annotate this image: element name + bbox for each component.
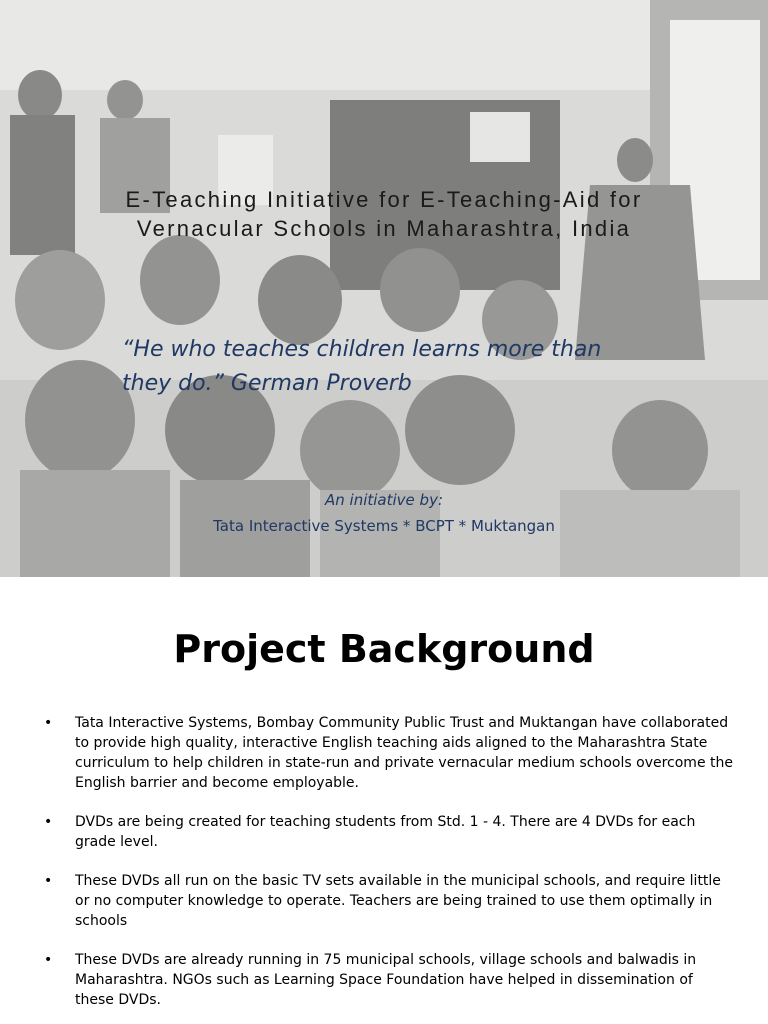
slide-title-line-2: Vernacular Schools in Maharashtra, India <box>136 216 632 241</box>
slide-title <box>40 185 728 243</box>
proverb-quote <box>122 333 682 401</box>
project-background-slide <box>0 577 768 1024</box>
quote-line-2: they do.” German Proverb <box>122 371 412 396</box>
bullet-item <box>44 950 734 1010</box>
initiative-orgs: Tata Interactive Systems * BCPT * Muktangan <box>213 517 555 535</box>
initiative-credit <box>0 489 768 538</box>
bullet-item <box>44 812 734 852</box>
bullet-text: DVDs are being created for teaching students from Std. 1 - 4. There are 4 DVDs for each grade level. <box>75 814 696 850</box>
slide-heading: Project Background <box>173 627 595 671</box>
bullet-list <box>44 713 734 1024</box>
quote-line-1: “He who teaches children learns more than <box>122 337 602 362</box>
bullet-text: These DVDs all run on the basic TV sets available in the municipal schools, and require little or no computer knowledge to operate. Teachers are being trained to use them optimally in schools <box>75 873 721 929</box>
bullet-item <box>44 713 734 793</box>
bullet-dot: • <box>44 715 53 731</box>
slide-title-line-1: E-Teaching Initiative for E-Teaching-Aid for <box>125 187 643 212</box>
bullet-item <box>44 871 734 931</box>
bullet-dot: • <box>44 873 53 889</box>
initiative-label: An initiative by: <box>325 491 443 509</box>
bullet-dot: • <box>44 814 53 830</box>
bullet-text: Tata Interactive Systems, Bombay Community Public Trust and Muktangan have collaborated to provide high quality, interactive English teaching aids aligned to the Maharashtra State curriculum to help children in state-run and private vernacular medium schools overcome the English barrier and become employable. <box>75 715 733 791</box>
bullet-dot: • <box>44 952 53 968</box>
bullet-text: These DVDs are already running in 75 municipal schools, village schools and balwadis in Maharashtra. NGOs such as Learning Space Foundation have helped in dissemination of these DVDs. <box>75 952 697 1008</box>
